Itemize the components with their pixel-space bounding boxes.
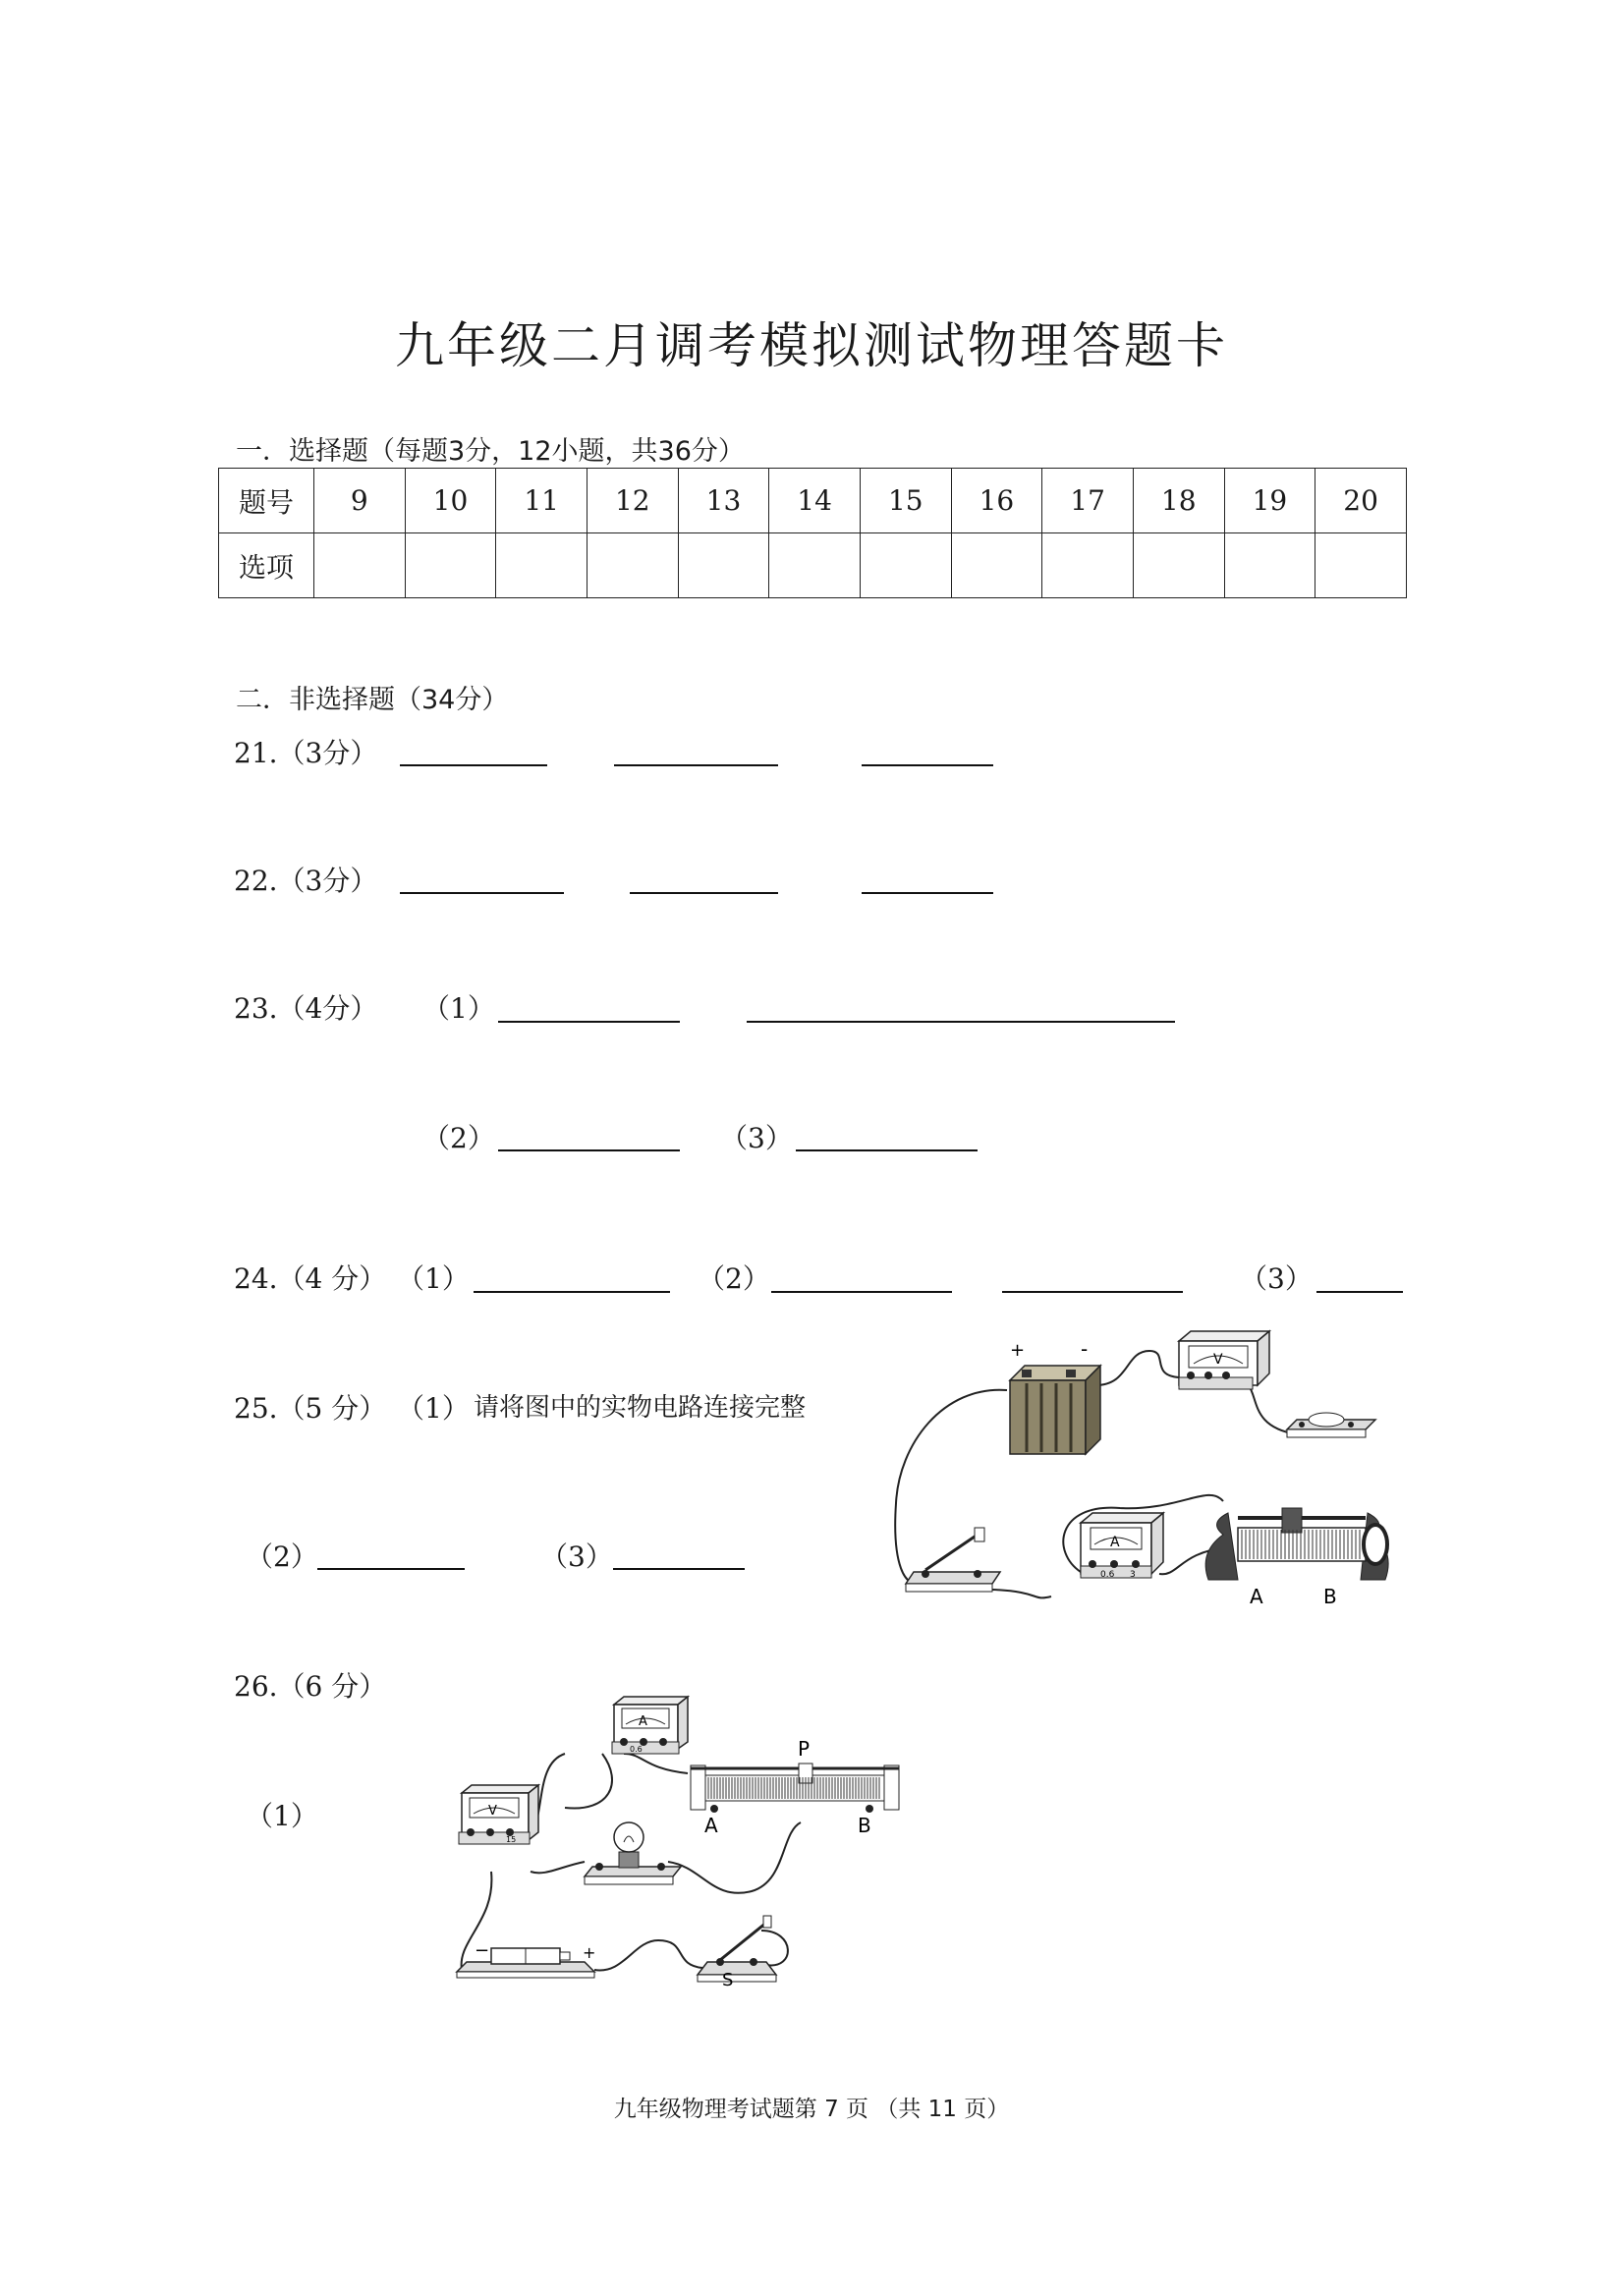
question-number: 10 <box>405 469 496 533</box>
q23-part-3-label: （3） <box>720 1122 793 1154</box>
rheostat-terminal-a: A <box>1250 1585 1263 1608</box>
q23-part-2-label: （2） <box>422 1122 495 1154</box>
lamp-icon <box>1287 1413 1375 1437</box>
q23-part-1-label: （1） <box>422 992 495 1025</box>
battery-plus-label: + <box>1010 1340 1026 1361</box>
q25-part-3-label: （3） <box>540 1540 613 1573</box>
q23-blank-3[interactable] <box>498 1148 680 1151</box>
answer-row <box>219 533 1407 598</box>
rheostat-terminal-a: A <box>704 1814 718 1837</box>
answer-cell[interactable] <box>405 533 496 598</box>
q24-part-3-label: （3） <box>1240 1262 1313 1295</box>
answer-cell[interactable] <box>1042 533 1134 598</box>
wire <box>668 1822 801 1893</box>
question-number: 14 <box>769 469 861 533</box>
wire <box>565 1754 612 1809</box>
q21-blank-3[interactable] <box>862 762 993 766</box>
q25-instruction: 请将图中的实物电路连接完整 <box>474 1393 807 1423</box>
question-number: 16 <box>951 469 1042 533</box>
bulb-icon <box>585 1822 681 1884</box>
answer-cell[interactable] <box>678 533 769 598</box>
answer-cell[interactable] <box>587 533 678 598</box>
ammeter-label: A <box>1110 1535 1120 1550</box>
voltmeter-icon <box>1179 1331 1269 1389</box>
q26-part-1-label: （1） <box>246 1800 318 1832</box>
rheostat-terminal-b: B <box>1323 1585 1337 1608</box>
q23-blank-2[interactable] <box>747 1019 1175 1023</box>
battery-plus-label: + <box>583 1943 596 1962</box>
q24-blank-2[interactable] <box>771 1289 952 1293</box>
page-footer: 九年级物理考试题第 7 页 （共 11 页） <box>613 2097 1010 2122</box>
q24-blank-1[interactable] <box>474 1289 670 1293</box>
wire <box>594 1940 702 1970</box>
voltmeter-label: V <box>488 1804 497 1819</box>
q23-label: 23.（4分） <box>234 992 378 1025</box>
page-title: 九年级二月调考模拟测试物理答题卡 <box>395 317 1228 374</box>
wire <box>992 1590 1051 1597</box>
answer-grid <box>218 468 1407 598</box>
battery-minus-label: − <box>475 1940 490 1961</box>
ammeter-icon <box>1081 1513 1163 1578</box>
terminal-b-dot <box>866 1805 873 1813</box>
q21-blank-2[interactable] <box>614 762 778 766</box>
battery-icon <box>1010 1366 1100 1454</box>
q23-blank-4[interactable] <box>796 1148 978 1151</box>
wire <box>624 1754 688 1773</box>
answer-cell[interactable] <box>860 533 951 598</box>
q25-part-1-label: （1） <box>397 1392 470 1425</box>
q22-blank-2[interactable] <box>630 890 778 894</box>
battery-minus-label: - <box>1081 1337 1089 1361</box>
answer-cell[interactable] <box>314 533 406 598</box>
wire <box>895 1390 1007 1584</box>
number-row <box>219 469 1407 533</box>
ammeter-icon <box>612 1697 688 1754</box>
q24-part-2-label: （2） <box>698 1262 770 1295</box>
ammeter-scale: 0.6 <box>1100 1570 1115 1580</box>
ammeter-scale: 0.6 <box>630 1745 643 1754</box>
answer-cell[interactable] <box>951 533 1042 598</box>
voltmeter-label: V <box>1213 1352 1223 1368</box>
q25-part-2-label: （2） <box>246 1540 318 1573</box>
answer-cell[interactable] <box>1315 533 1407 598</box>
answer-cell[interactable] <box>769 533 861 598</box>
answer-cell[interactable] <box>496 533 588 598</box>
answer-cell[interactable] <box>1224 533 1315 598</box>
q24-label: 24.（4 分） <box>234 1262 387 1295</box>
question-number: 12 <box>587 469 678 533</box>
question-number: 13 <box>678 469 769 533</box>
ammeter-label: A <box>639 1714 647 1729</box>
q25-circuit-figure[interactable] <box>884 1326 1405 1621</box>
ammeter-scale-3: 3 <box>1130 1570 1136 1580</box>
q21-blank-1[interactable] <box>400 762 547 766</box>
q24-part-1-label: （1） <box>397 1262 470 1295</box>
q23-blank-1[interactable] <box>498 1019 680 1023</box>
q24-blank-3[interactable] <box>1002 1289 1183 1293</box>
q25-label: 25.（5 分） <box>234 1392 387 1425</box>
section-2-heading: 二．非选择题（34分） <box>236 685 509 715</box>
switch-icon <box>698 1916 776 1982</box>
terminal-a-dot <box>710 1805 718 1813</box>
slider-label: P <box>798 1737 811 1761</box>
voltmeter-icon <box>459 1785 538 1844</box>
question-number: 17 <box>1042 469 1134 533</box>
q21-label: 21.（3分） <box>234 737 378 769</box>
q25-blank-1[interactable] <box>317 1566 465 1570</box>
wire <box>1095 1351 1179 1385</box>
q24-blank-4[interactable] <box>1316 1289 1403 1293</box>
question-number: 9 <box>314 469 406 533</box>
section-1-heading: 一．选择题（每题3分，12小题，共36分） <box>236 436 745 467</box>
wire <box>531 1862 585 1873</box>
question-number: 18 <box>1133 469 1224 533</box>
q26-circuit-figure[interactable] <box>437 1695 909 1989</box>
switch-icon <box>906 1528 1000 1592</box>
q22-blank-3[interactable] <box>862 890 993 894</box>
rheostat-terminal-b: B <box>858 1814 871 1837</box>
number-row-label: 题号 <box>219 469 314 533</box>
q25-blank-2[interactable] <box>613 1566 745 1570</box>
question-number: 11 <box>496 469 588 533</box>
q26-label: 26.（6 分） <box>234 1670 387 1703</box>
voltmeter-scale: 15 <box>506 1835 517 1844</box>
q22-blank-1[interactable] <box>400 890 564 894</box>
question-number: 19 <box>1224 469 1315 533</box>
answer-cell[interactable] <box>1133 533 1224 598</box>
answer-row-label: 选项 <box>219 533 314 598</box>
question-number: 20 <box>1315 469 1407 533</box>
switch-label: S <box>722 1970 734 1989</box>
question-number: 15 <box>860 469 951 533</box>
wire <box>761 1931 788 1965</box>
q22-label: 22.（3分） <box>234 865 378 897</box>
